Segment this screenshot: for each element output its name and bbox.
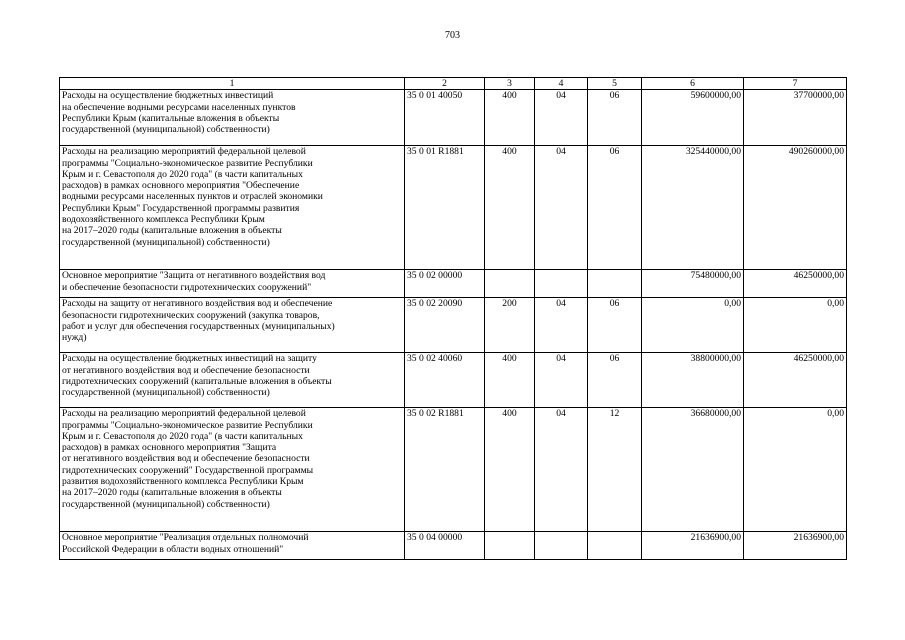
section-cell: 04 (535, 408, 588, 532)
amount-year1-cell: 36680000,00 (642, 408, 744, 532)
target-code-cell: 35 0 02 20090 (405, 298, 485, 353)
subsection-cell (588, 532, 642, 560)
page-number: 703 (445, 30, 460, 41)
section-cell: 04 (535, 146, 588, 270)
expense-type-cell: 400 (485, 353, 535, 408)
amount-year1-cell: 21636900,00 (642, 532, 744, 560)
expense-name-cell: Расходы на реализацию мероприятий федеральной целевой программы "Социально-экономическое развитие Республики Крым и г. Севастополя до 2020 года" (в части капитальных расходов) в рамках основного мероприятия "Обеспечение водными ресурсами населенных пунктов и отраслей экономики Республики Крым" Государственной программы развития водохозяйственного комплекса Республики Крым на 2017–2020 годы (капитальные вложения в объекты государственной (муниципальной) собственности) (60, 146, 405, 270)
target-code-cell: 35 0 01 R1881 (405, 146, 485, 270)
section-cell: 04 (535, 298, 588, 353)
section-cell: 04 (535, 353, 588, 408)
column-header: 2 (405, 78, 485, 90)
column-header: 1 (60, 78, 405, 90)
expense-name-cell: Основное мероприятие "Реализация отдельных полномочий Российской Федерации в области водных отношений" (60, 532, 405, 560)
subsection-cell: 06 (588, 353, 642, 408)
expense-type-cell (485, 532, 535, 560)
budget-table (59, 77, 847, 560)
target-code-cell: 35 0 02 R1881 (405, 408, 485, 532)
amount-year1-cell: 38800000,00 (642, 353, 744, 408)
expense-name-cell: Расходы на осуществление бюджетных инвестиций на защиту от негативного воздействия вод и обеспечение безопасности гидротехнических сооружений (капитальные вложения в объекты государственной (муниципальной) собственности) (60, 353, 405, 408)
table-row (60, 532, 847, 560)
table-row (60, 146, 847, 270)
table-header-row (60, 78, 847, 90)
amount-year2-cell: 21636900,00 (744, 532, 847, 560)
amount-year1-cell: 0,00 (642, 298, 744, 353)
table-row (60, 353, 847, 408)
expense-type-cell: 400 (485, 90, 535, 146)
subsection-cell: 12 (588, 408, 642, 532)
expense-type-cell: 200 (485, 298, 535, 353)
target-code-cell: 35 0 01 40050 (405, 90, 485, 146)
amount-year1-cell: 325440000,00 (642, 146, 744, 270)
amount-year1-cell: 59600000,00 (642, 90, 744, 146)
expense-name-cell: Расходы на защиту от негативного воздействия вод и обеспечение безопасности гидротехнических сооружений (закупка товаров, работ и услуг для обеспечения государственных (муниципальных) нужд) (60, 298, 405, 353)
column-header: 7 (744, 78, 847, 90)
expense-name-cell: Расходы на осуществление бюджетных инвестиций на обеспечение водными ресурсами населенных пунктов Республики Крым (капитальные вложения в объекты государственной (муниципальной) собственности) (60, 90, 405, 146)
amount-year2-cell: 46250000,00 (744, 353, 847, 408)
target-code-cell: 35 0 04 00000 (405, 532, 485, 560)
amount-year2-cell: 37700000,00 (744, 90, 847, 146)
section-cell (535, 532, 588, 560)
amount-year2-cell: 0,00 (744, 298, 847, 353)
table-row (60, 408, 847, 532)
target-code-cell: 35 0 02 40060 (405, 353, 485, 408)
amount-year1-cell: 75480000,00 (642, 270, 744, 298)
amount-year2-cell: 0,00 (744, 408, 847, 532)
expense-name-cell: Основное мероприятие "Защита от негативного воздействия вод и обеспечение безопасности гидротехнических сооружений" (60, 270, 405, 298)
subsection-cell (588, 270, 642, 298)
section-cell: 04 (535, 90, 588, 146)
target-code-cell: 35 0 02 00000 (405, 270, 485, 298)
column-header: 3 (485, 78, 535, 90)
table-row (60, 298, 847, 353)
amount-year2-cell: 46250000,00 (744, 270, 847, 298)
column-header: 4 (535, 78, 588, 90)
table-row (60, 270, 847, 298)
expense-name-cell: Расходы на реализацию мероприятий федеральной целевой программы "Социально-экономическое развитие Республики Крым и г. Севастополя до 2020 года" (в части капитальных расходов) в рамках основного мероприятия "Защита от негативного воздействия вод и обеспечение безопасности гидротехнических сооружений" Государственной программы развития водохозяйственного комплекса Республики Крым на 2017–2020 годы (капитальные вложения в объекты государственной (муниципальной) собственности) (60, 408, 405, 532)
column-header: 6 (642, 78, 744, 90)
subsection-cell: 06 (588, 146, 642, 270)
amount-year2-cell: 490260000,00 (744, 146, 847, 270)
expense-type-cell (485, 270, 535, 298)
column-header: 5 (588, 78, 642, 90)
expense-type-cell: 400 (485, 408, 535, 532)
table-row (60, 90, 847, 146)
expense-type-cell: 400 (485, 146, 535, 270)
subsection-cell: 06 (588, 298, 642, 353)
section-cell (535, 270, 588, 298)
subsection-cell: 06 (588, 90, 642, 146)
